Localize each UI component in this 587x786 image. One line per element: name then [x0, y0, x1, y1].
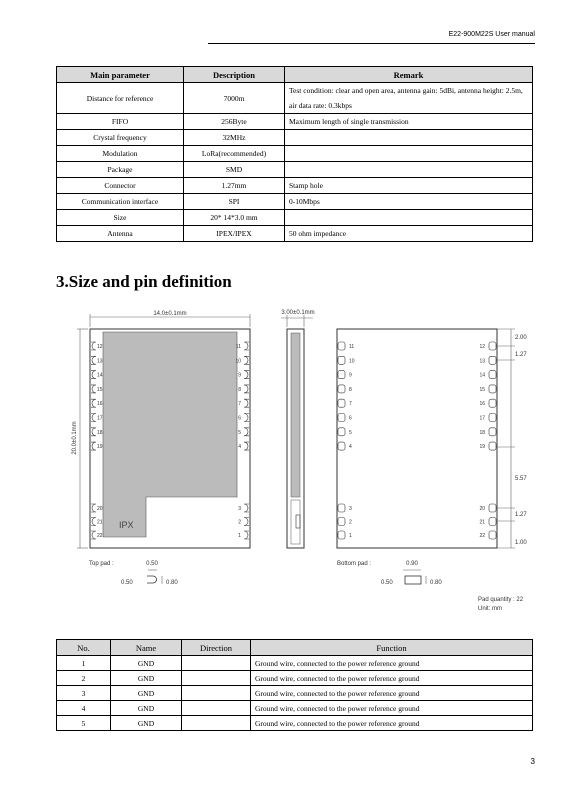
param-row [57, 226, 533, 242]
pin-number-label: 11 [235, 344, 241, 350]
pin-number-label: 14 [479, 372, 485, 379]
pin-direction-cell [182, 716, 251, 731]
pin-number-label: 6 [238, 415, 241, 422]
pin-direction-cell [182, 671, 251, 686]
pin-number-label: 5 [349, 429, 352, 436]
pin-name-cell: GND [111, 716, 182, 731]
param-name-cell: FIFO [57, 114, 184, 130]
param-name-cell: Modulation [57, 146, 184, 162]
pin-name-cell: GND [111, 671, 182, 686]
param-name-cell: Antenna [57, 226, 184, 242]
pin-header-name: Name [111, 640, 182, 656]
pin-number-label: 4 [349, 444, 352, 451]
param-name-cell: Size [57, 210, 184, 226]
param-description-cell: 7000m [184, 83, 285, 114]
pin-function-cell: Ground wire, connected to the power reference ground [251, 671, 533, 686]
pin-number-label: 15 [479, 386, 485, 393]
height-dimension-label: 20.0±0.1mm [72, 421, 78, 455]
top-pad-height-label: 0.80 [166, 580, 178, 586]
pin-number-label: 15 [97, 386, 103, 393]
pin-number-label: 2 [238, 519, 241, 526]
param-row [57, 178, 533, 194]
pin-number-label: 5 [238, 429, 241, 436]
pin-function-cell: Ground wire, connected to the power reference ground [251, 656, 533, 671]
pin-number-label: 2 [349, 519, 352, 526]
pin-number-label: 6 [349, 415, 352, 422]
pin-name-cell: GND [111, 686, 182, 701]
pin-no-cell: 1 [57, 656, 111, 671]
pin-number-label: 18 [479, 429, 485, 436]
module-dimension-drawing [0, 300, 587, 615]
param-description-cell: IPEX/IPEX [184, 226, 285, 242]
pin-function-cell: Ground wire, connected to the power reference ground [251, 716, 533, 731]
param-name-cell: Distance for reference [57, 83, 184, 114]
pin-number-label: 11 [349, 344, 355, 350]
thickness-dimension-label: 3.00±0.1mm [281, 310, 315, 316]
pin-number-label: 8 [349, 386, 352, 393]
pin-number-label: 13 [97, 358, 103, 365]
dim-pitch1-label: 1.27 [515, 352, 527, 358]
pin-function-cell: Ground wire, connected to the power reference ground [251, 686, 533, 701]
param-row [57, 146, 533, 162]
dim-bottom-label: 1.00 [515, 540, 527, 546]
pin-name-cell: GND [111, 656, 182, 671]
param-description-cell: 256Byte [184, 114, 285, 130]
bottom-view-outline [337, 329, 497, 548]
pin-row [57, 701, 533, 716]
pin-number-label: 1 [238, 533, 241, 539]
pin-number-label: 18 [97, 429, 103, 436]
pin-number-label: 13 [479, 358, 485, 365]
pin-no-cell: 3 [57, 686, 111, 701]
param-row [57, 83, 533, 114]
pin-number-label: 19 [479, 444, 485, 451]
pin-number-label: 7 [238, 401, 241, 408]
pin-number-label: 3 [238, 506, 241, 512]
pin-number-label: 9 [238, 372, 241, 379]
dim-pitch2-label: 1.27 [515, 512, 527, 518]
parameter-table [56, 66, 533, 242]
param-name-cell: Communication interface [57, 194, 184, 210]
pin-no-cell: 5 [57, 716, 111, 731]
param-description-cell: 32MHz [184, 130, 285, 146]
bottom-pad-label: Bottom pad : [337, 561, 372, 567]
pin-number-label: 3 [349, 506, 352, 512]
param-remark-cell: Maximum length of single transmission [285, 114, 533, 130]
ipx-label: IPX [119, 520, 134, 530]
param-header-main: Main parameter [57, 67, 184, 83]
pin-row [57, 686, 533, 701]
pin-row [57, 671, 533, 686]
param-remark-cell [285, 146, 533, 162]
pin-number-label: 1 [349, 533, 352, 539]
param-remark-cell: 0-10Mbps [285, 194, 533, 210]
param-description-cell: LoRa(recommended) [184, 146, 285, 162]
width-dimension-label: 14.0±0.1mm [153, 311, 187, 317]
dim-gap-label: 5.57 [515, 476, 527, 482]
unit-label: Unit: mm [478, 606, 502, 612]
pad-quantity-label: Pad quantity : 22 [478, 597, 524, 603]
param-row [57, 194, 533, 210]
pin-number-label: 8 [238, 386, 241, 393]
pin-header-no: No. [57, 640, 111, 656]
page-number: 3 [530, 757, 535, 766]
header-rule [208, 43, 535, 44]
top-pad-label: Top pad : [89, 561, 114, 567]
pin-no-cell: 4 [57, 701, 111, 716]
param-description-cell: SMD [184, 162, 285, 178]
pin-no-cell: 2 [57, 671, 111, 686]
param-remark-cell: Stamp hole [285, 178, 533, 194]
pin-number-label: 10 [235, 358, 241, 365]
param-row [57, 162, 533, 178]
pin-header-direction: Direction [182, 640, 251, 656]
pin-number-label: 21 [97, 519, 103, 526]
param-description-cell: 20* 14*3.0 mm [184, 210, 285, 226]
param-header-remark: Remark [285, 67, 533, 83]
param-header-description: Description [184, 67, 285, 83]
pin-row [57, 716, 533, 731]
param-description-cell: SPI [184, 194, 285, 210]
document-title: E22-900M22S User manual [448, 31, 535, 38]
pin-number-label: 16 [97, 401, 103, 408]
param-remark-cell: 50 ohm impedance [285, 226, 533, 242]
param-remark-cell [285, 210, 533, 226]
pin-number-label: 7 [349, 401, 352, 408]
pin-number-label: 19 [97, 444, 103, 451]
pin-direction-cell [182, 701, 251, 716]
param-row [57, 130, 533, 146]
param-remark-cell [285, 130, 533, 146]
dim-top-label: 2.00 [515, 335, 527, 341]
param-row [57, 114, 533, 130]
pin-number-label: 22 [479, 533, 485, 539]
param-description-cell: 1.27mm [184, 178, 285, 194]
param-remark-cell [285, 162, 533, 178]
pin-number-label: 14 [97, 372, 103, 379]
pin-number-label: 22 [97, 533, 103, 539]
param-row [57, 210, 533, 226]
pin-number-label: 16 [479, 401, 485, 408]
top-pad-symbol [147, 576, 157, 583]
pin-number-label: 10 [349, 358, 355, 365]
param-name-cell: Package [57, 162, 184, 178]
param-remark-cell: Test condition: clear and open area, antenna gain: 5dBi, antenna height: 2.5m, air data rate: 0.3kbps [285, 83, 533, 114]
bottom-pad-height-label: 0.80 [430, 580, 442, 586]
pin-table [56, 639, 533, 731]
pin-name-cell: GND [111, 701, 182, 716]
pin-number-label: 17 [479, 415, 485, 422]
pin-number-label: 21 [479, 519, 485, 526]
pin-number-label: 17 [97, 415, 103, 422]
pin-number-label: 12 [97, 344, 103, 350]
pin-number-label: 12 [479, 344, 485, 350]
section-title: 3.Size and pin definition [56, 272, 232, 291]
bottom-pad-width-label: 0.90 [406, 561, 418, 567]
pin-number-label: 20 [479, 506, 485, 512]
param-name-cell: Connector [57, 178, 184, 194]
side-view-shield [291, 333, 300, 497]
top-pad-side-label: 0.50 [121, 580, 133, 586]
pin-direction-cell [182, 656, 251, 671]
pin-direction-cell [182, 686, 251, 701]
pin-function-cell: Ground wire, connected to the power reference ground [251, 701, 533, 716]
pin-row [57, 656, 533, 671]
param-name-cell: Crystal frequency [57, 130, 184, 146]
bottom-pad-side-label: 0.50 [381, 580, 393, 586]
bottom-pad-symbol [405, 576, 421, 584]
pin-number-label: 9 [349, 372, 352, 379]
top-pad-width-label: 0.50 [146, 561, 158, 567]
pin-number-label: 20 [97, 506, 103, 512]
pin-number-label: 4 [238, 444, 241, 451]
pin-header-function: Function [251, 640, 533, 656]
